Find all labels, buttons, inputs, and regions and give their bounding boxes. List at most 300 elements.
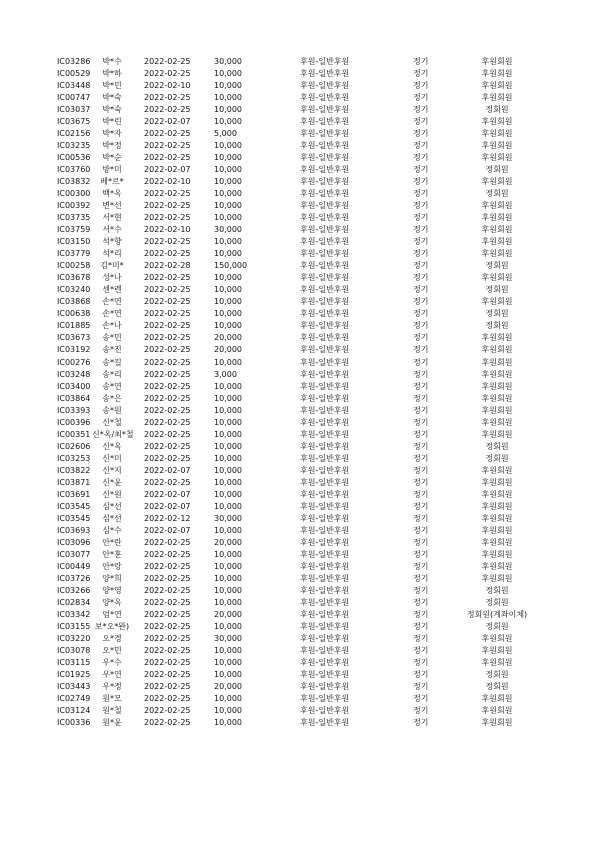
donation-frequency: 정기: [413, 129, 429, 139]
donor-id: IC03673: [57, 333, 91, 343]
membership-type: 후원회원: [481, 645, 513, 655]
ledger-row: [0, 585, 600, 597]
donor-name: 손*나: [102, 321, 122, 331]
donation-amount: 10,000: [214, 453, 242, 463]
ledger-row: [0, 296, 600, 308]
donor-name: 원*모: [102, 694, 122, 704]
ledger-row: [0, 561, 600, 573]
ledger-row: [0, 188, 600, 200]
donation-frequency: 정기: [413, 225, 429, 235]
donation-frequency: 정기: [413, 670, 429, 680]
donation-frequency: 정기: [413, 585, 429, 595]
membership-type: 후원회원: [481, 537, 513, 547]
donation-type: 후원-일반후원: [300, 682, 350, 692]
donation-amount: 10,000: [214, 718, 242, 728]
ledger-row: [0, 164, 600, 176]
donation-type: 후원-일반후원: [300, 369, 350, 379]
donation-type: 후원-일반후원: [300, 441, 350, 451]
donation-date: 2022-02-25: [144, 573, 191, 583]
donation-type: 후원-일반후원: [300, 81, 350, 91]
donation-amount: 10,000: [214, 117, 242, 127]
ledger-row: [0, 284, 600, 296]
donation-date: 2022-02-07: [144, 489, 191, 499]
membership-type: 후원회원: [481, 658, 513, 667]
donor-id: IC03192: [57, 345, 91, 355]
donation-frequency: 정기: [413, 597, 429, 607]
donation-frequency: 정기: [413, 153, 429, 163]
ledger-row: [0, 381, 600, 393]
donation-frequency: 정기: [413, 381, 429, 391]
donation-date: 2022-02-25: [144, 597, 191, 607]
donor-id: IC03266: [57, 585, 91, 595]
donation-date: 2022-02-25: [144, 189, 191, 199]
donor-name: 성*나: [102, 273, 122, 283]
donation-frequency: 정기: [413, 369, 429, 379]
donor-id: IC03235: [57, 141, 91, 151]
membership-type: 후원회원: [481, 706, 513, 716]
donation-type: 후원-일반후원: [300, 405, 350, 415]
donor-id: IC03693: [57, 525, 91, 535]
membership-type: 정회원: [485, 285, 509, 295]
donation-type: 후원-일반후원: [300, 345, 350, 355]
donation-amount: 10,000: [214, 417, 242, 427]
donation-type: 후원-일반후원: [300, 357, 350, 367]
donation-type: 후원-일반후원: [300, 57, 350, 66]
membership-type: 정회원: [485, 621, 509, 631]
donor-id: IC00396: [57, 417, 91, 427]
donor-id: IC02606: [57, 441, 91, 451]
donation-date: 2022-02-10: [144, 225, 191, 235]
donation-frequency: 정기: [413, 477, 429, 487]
donor-name: 손*연: [102, 297, 122, 307]
membership-type: 후원회원: [481, 513, 513, 523]
donation-amount: 10,000: [214, 201, 242, 211]
donation-amount: 10,000: [214, 549, 242, 559]
donation-type: 후원-일반후원: [300, 645, 350, 655]
donor-id: IC03726: [57, 573, 91, 583]
donor-name: 박*순: [102, 153, 122, 163]
donation-frequency: 정기: [413, 501, 429, 511]
donation-frequency: 정기: [413, 69, 429, 79]
donation-amount: 10,000: [214, 694, 242, 704]
donation-frequency: 정기: [413, 706, 429, 716]
membership-type: 후원회원: [481, 417, 513, 427]
donation-date: 2022-02-25: [144, 285, 191, 295]
donation-date: 2022-02-25: [144, 405, 191, 415]
membership-type: 후원회원: [481, 93, 513, 103]
donation-amount: 10,000: [214, 237, 242, 247]
donation-type: 후원-일반후원: [300, 658, 350, 667]
donation-amount: 10,000: [214, 501, 242, 511]
donation-amount: 10,000: [214, 477, 242, 487]
ledger-row: [0, 633, 600, 645]
donation-type: 후원-일반후원: [300, 573, 350, 583]
donation-date: 2022-02-25: [144, 381, 191, 391]
membership-type: 후원회원: [481, 201, 513, 211]
membership-type: 후원회원: [481, 477, 513, 487]
donor-name: 신*철: [102, 417, 122, 427]
donation-amount: 10,000: [214, 429, 242, 439]
donation-type: 후원-일반후원: [300, 309, 350, 319]
donation-frequency: 정기: [413, 573, 429, 583]
donation-amount: 10,000: [214, 441, 242, 451]
donation-frequency: 정기: [413, 441, 429, 451]
donation-date: 2022-02-25: [144, 561, 191, 571]
donation-type: 후원-일반후원: [300, 153, 350, 163]
donor-id: IC03037: [57, 105, 91, 115]
donor-name: 신*지: [102, 465, 122, 475]
ledger-row: [0, 525, 600, 537]
donor-id: IC03400: [57, 381, 91, 391]
membership-type: 후원회원: [481, 297, 513, 307]
donation-date: 2022-02-25: [144, 645, 191, 655]
donor-name: 우*연: [102, 670, 122, 680]
donor-id: IC02749: [57, 694, 91, 704]
donation-type: 후원-일반후원: [300, 585, 350, 595]
donation-date: 2022-02-25: [144, 549, 191, 559]
donation-amount: 10,000: [214, 465, 242, 475]
donation-frequency: 정기: [413, 633, 429, 643]
donation-amount: 10,000: [214, 357, 242, 367]
donor-name: 변*선: [102, 201, 122, 211]
donor-name: 오*민: [102, 645, 122, 655]
donation-amount: 10,000: [214, 393, 242, 403]
donation-type: 후원-일반후원: [300, 621, 350, 631]
donation-frequency: 정기: [413, 117, 429, 127]
donor-name: 안*랑: [102, 561, 122, 571]
ledger-row: [0, 453, 600, 465]
donor-name: 심*선: [102, 501, 122, 511]
ledger-row: [0, 56, 600, 68]
donation-amount: 10,000: [214, 141, 242, 151]
donor-name: 양*옥: [102, 597, 122, 607]
donation-frequency: 정기: [413, 694, 429, 704]
donor-name: 송*원: [102, 405, 122, 415]
donation-type: 후원-일반후원: [300, 381, 350, 391]
membership-type: 후원회원: [481, 573, 513, 583]
donation-amount: 10,000: [214, 525, 242, 535]
membership-type: 후원회원: [481, 237, 513, 247]
donation-type: 후원-일반후원: [300, 561, 350, 571]
membership-type: 정회원: [485, 189, 509, 199]
donor-id: IC03678: [57, 273, 91, 283]
donation-frequency: 정기: [413, 177, 429, 187]
ledger-row: [0, 260, 600, 272]
donor-id: IC03735: [57, 213, 91, 223]
donor-name: 박*자: [102, 129, 122, 139]
donation-type: 후원-일반후원: [300, 93, 350, 103]
donation-type: 후원-일반후원: [300, 501, 350, 511]
membership-type: 후원회원: [481, 273, 513, 283]
donation-frequency: 정기: [413, 658, 429, 667]
donation-type: 후원-일반후원: [300, 69, 350, 79]
donation-type: 후원-일반후원: [300, 417, 350, 427]
membership-type: 정회원: [485, 165, 509, 175]
donor-name: 우*수: [102, 658, 122, 667]
membership-type: 후원회원: [481, 381, 513, 391]
donor-id: IC00351: [57, 429, 91, 439]
donation-amount: 10,000: [214, 153, 242, 163]
ledger-row: [0, 549, 600, 561]
donation-frequency: 정기: [413, 321, 429, 331]
donation-amount: 10,000: [214, 249, 242, 259]
donation-type: 후원-일반후원: [300, 165, 350, 175]
donor-id: IC00747: [57, 93, 91, 103]
donation-type: 후원-일반후원: [300, 670, 350, 680]
donation-type: 후원-일반후원: [300, 237, 350, 247]
donation-amount: 10,000: [214, 177, 242, 187]
membership-type: 후원회원: [481, 177, 513, 187]
donor-id: IC03096: [57, 537, 91, 547]
donor-name: 우*정: [102, 682, 122, 692]
donation-frequency: 정기: [413, 249, 429, 259]
donor-id: IC03759: [57, 225, 91, 235]
donation-frequency: 정기: [413, 609, 429, 619]
membership-type: 후원회원: [481, 225, 513, 235]
donation-date: 2022-02-28: [144, 261, 191, 271]
membership-type: 정회원(계좌이체): [466, 609, 528, 619]
donor-name: 석*향: [102, 237, 122, 247]
donation-amount: 10,000: [214, 405, 242, 415]
donor-name: 엄*연: [102, 609, 122, 619]
donation-frequency: 정기: [413, 621, 429, 631]
donation-frequency: 정기: [413, 417, 429, 427]
donor-id: IC03779: [57, 249, 91, 259]
donation-date: 2022-02-25: [144, 441, 191, 451]
membership-type: 정회원: [485, 441, 509, 451]
donation-frequency: 정기: [413, 549, 429, 559]
donation-amount: 10,000: [214, 597, 242, 607]
donor-name: 신*옥/최*철: [92, 429, 134, 439]
donation-frequency: 정기: [413, 105, 429, 115]
donation-type: 후원-일반후원: [300, 597, 350, 607]
membership-type: 후원회원: [481, 405, 513, 415]
ledger-row: [0, 248, 600, 260]
ledger-row: [0, 477, 600, 489]
donation-amount: 10,000: [214, 69, 242, 79]
ledger-row: [0, 429, 600, 441]
donation-date: 2022-02-25: [144, 93, 191, 103]
ledger-row: [0, 417, 600, 429]
membership-type: 후원회원: [481, 694, 513, 704]
donor-id: IC00276: [57, 357, 91, 367]
membership-type: 후원회원: [481, 249, 513, 259]
donation-amount: 30,000: [214, 57, 242, 66]
ledger-row: [0, 393, 600, 405]
donation-type: 후원-일반후원: [300, 321, 350, 331]
ledger-row: [0, 152, 600, 164]
ledger-row: [0, 441, 600, 453]
ledger-row: [0, 272, 600, 284]
donation-date: 2022-02-25: [144, 369, 191, 379]
donation-amount: 10,000: [214, 189, 242, 199]
donation-type: 후원-일반후원: [300, 213, 350, 223]
donation-type: 후원-일반후원: [300, 141, 350, 151]
donor-id: IC03286: [57, 57, 91, 66]
ledger-row: [0, 369, 600, 381]
membership-type: 후원회원: [481, 69, 513, 79]
donation-frequency: 정기: [413, 201, 429, 211]
donor-id: IC00529: [57, 69, 91, 79]
donation-amount: 10,000: [214, 561, 242, 571]
ledger-row: [0, 224, 600, 236]
donor-id: IC00449: [57, 561, 91, 571]
donation-type: 후원-일반후원: [300, 718, 350, 728]
donation-amount: 3,000: [214, 369, 237, 379]
donation-frequency: 정기: [413, 645, 429, 655]
donation-frequency: 정기: [413, 333, 429, 343]
donation-type: 후원-일반후원: [300, 525, 350, 535]
donation-amount: 20,000: [214, 333, 242, 343]
membership-type: 후원회원: [481, 57, 513, 66]
donor-id: IC00638: [57, 309, 91, 319]
membership-type: 정회원: [485, 105, 509, 115]
donation-frequency: 정기: [413, 405, 429, 415]
donation-date: 2022-02-07: [144, 117, 191, 127]
donation-amount: 10,000: [214, 81, 242, 91]
donation-date: 2022-02-25: [144, 658, 191, 667]
donation-amount: 20,000: [214, 345, 242, 355]
donor-id: IC03864: [57, 393, 91, 403]
ledger-row: [0, 405, 600, 417]
donation-type: 후원-일반후원: [300, 489, 350, 499]
donation-date: 2022-02-25: [144, 249, 191, 259]
donor-name: 서*수: [102, 225, 122, 235]
ledger-row: [0, 645, 600, 657]
donor-id: IC03760: [57, 165, 91, 175]
ledger-row: [0, 621, 600, 633]
donation-amount: 10,000: [214, 105, 242, 115]
donor-name: 손*연: [102, 309, 122, 319]
donation-type: 후원-일반후원: [300, 297, 350, 307]
donation-date: 2022-02-25: [144, 333, 191, 343]
donation-date: 2022-02-07: [144, 165, 191, 175]
donor-id: IC03545: [57, 513, 91, 523]
donor-name: 송*리: [102, 369, 122, 379]
membership-type: 후원회원: [481, 357, 513, 367]
ledger-row: [0, 705, 600, 717]
ledger-row: [0, 357, 600, 369]
donation-frequency: 정기: [413, 465, 429, 475]
donation-date: 2022-02-25: [144, 213, 191, 223]
donation-type: 후원-일반후원: [300, 694, 350, 704]
membership-type: 정회원: [485, 309, 509, 319]
donation-date: 2022-02-25: [144, 153, 191, 163]
donor-name: 박*숙: [102, 105, 122, 115]
donor-id: IC03115: [57, 658, 91, 667]
donation-date: 2022-02-07: [144, 501, 191, 511]
donation-date: 2022-02-25: [144, 621, 191, 631]
donor-name: 신*미: [102, 453, 122, 463]
donor-id: IC03871: [57, 477, 91, 487]
donor-id: IC03150: [57, 237, 91, 247]
donor-name: 센*렌: [102, 285, 122, 295]
donation-frequency: 정기: [413, 81, 429, 91]
donation-frequency: 정기: [413, 273, 429, 283]
donor-name: 심*수: [102, 525, 122, 535]
donor-name: 베*르*: [100, 177, 124, 187]
donation-date: 2022-02-25: [144, 105, 191, 115]
donation-frequency: 정기: [413, 297, 429, 307]
ledger-row: [0, 68, 600, 80]
donation-amount: 10,000: [214, 645, 242, 655]
donor-id: IC00336: [57, 718, 91, 728]
donor-id: IC03240: [57, 285, 91, 295]
ledger-row: [0, 609, 600, 621]
donation-type: 후원-일반후원: [300, 225, 350, 235]
donor-name: 송*연: [102, 381, 122, 391]
donor-id: IC01925: [57, 670, 91, 680]
ledger-row: [0, 717, 600, 729]
donation-type: 후원-일반후원: [300, 549, 350, 559]
donation-type: 후원-일반후원: [300, 189, 350, 199]
donation-type: 후원-일반후원: [300, 393, 350, 403]
ledger-row: [0, 489, 600, 501]
membership-type: 후원회원: [481, 561, 513, 571]
donation-date: 2022-02-25: [144, 309, 191, 319]
ledger-row: [0, 501, 600, 513]
donation-date: 2022-02-25: [144, 718, 191, 728]
membership-type: 정회원: [485, 453, 509, 463]
donation-amount: 150,000: [214, 261, 248, 271]
donation-type: 후원-일반후원: [300, 201, 350, 211]
donor-id: IC03078: [57, 645, 91, 655]
donation-date: 2022-02-25: [144, 682, 191, 692]
donation-frequency: 정기: [413, 682, 429, 692]
donation-date: 2022-02-25: [144, 129, 191, 139]
donation-frequency: 정기: [413, 141, 429, 151]
ledger-row: [0, 92, 600, 104]
donation-type: 후원-일반후원: [300, 609, 350, 619]
donor-id: IC03253: [57, 453, 91, 463]
donation-date: 2022-02-25: [144, 706, 191, 716]
donor-name: 안*란: [102, 537, 122, 547]
membership-type: 후원회원: [481, 429, 513, 439]
ledger-row: [0, 681, 600, 693]
donor-name: 백*옥: [102, 189, 122, 199]
donation-date: 2022-02-07: [144, 525, 191, 535]
donation-date: 2022-02-12: [144, 513, 191, 523]
donor-id: IC00258: [57, 261, 91, 271]
donation-amount: 10,000: [214, 573, 242, 583]
donor-name: 박*숙: [102, 93, 122, 103]
donation-date: 2022-02-25: [144, 69, 191, 79]
ledger-row: [0, 693, 600, 705]
membership-type: 후원회원: [481, 549, 513, 559]
donor-name: 송*진: [102, 345, 122, 355]
ledger-row: [0, 236, 600, 248]
membership-type: 정회원: [485, 670, 509, 680]
donor-name: 송*민: [102, 333, 122, 343]
donor-name: 송*은: [102, 393, 122, 403]
donation-type: 후원-일반후원: [300, 465, 350, 475]
donor-id: IC03248: [57, 369, 91, 379]
donation-date: 2022-02-10: [144, 177, 191, 187]
donation-date: 2022-02-25: [144, 633, 191, 643]
donation-amount: 20,000: [214, 537, 242, 547]
membership-type: 후원회원: [481, 81, 513, 91]
donor-name: 석*리: [102, 249, 122, 259]
donation-type: 후원-일반후원: [300, 513, 350, 523]
donation-type: 후원-일반후원: [300, 261, 350, 271]
donor-name: 방*미: [102, 165, 122, 175]
donor-name: 송*길: [102, 357, 122, 367]
ledger-row: [0, 513, 600, 525]
ledger-row: [0, 344, 600, 356]
donation-amount: 10,000: [214, 381, 242, 391]
donation-date: 2022-02-25: [144, 477, 191, 487]
donor-id: IC03220: [57, 633, 91, 643]
